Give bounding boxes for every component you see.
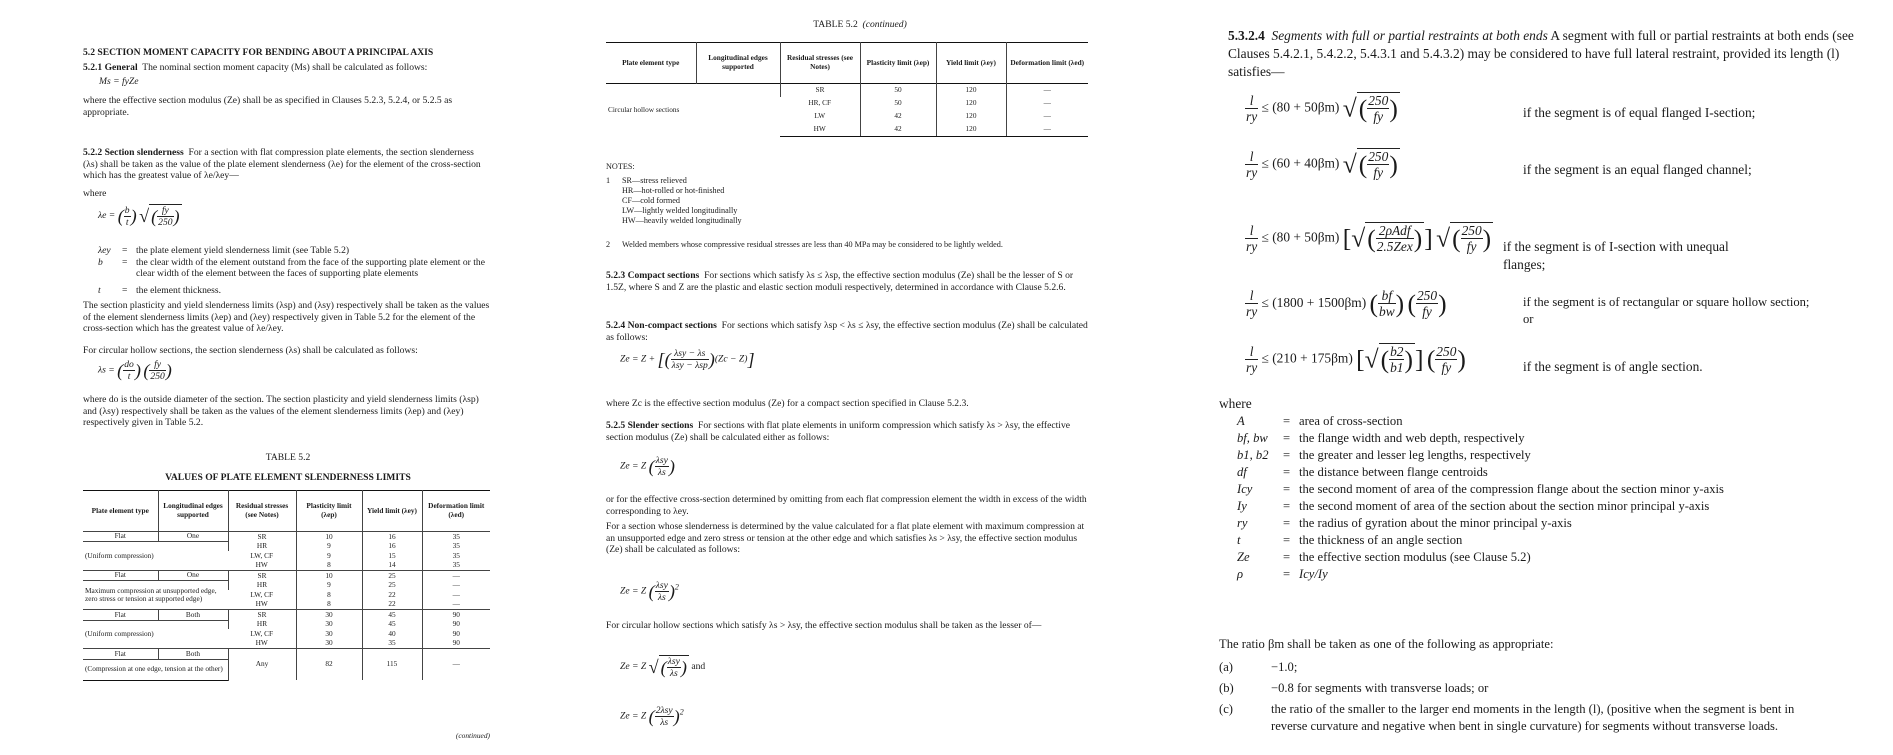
- page-right: [1180, 0, 1893, 755]
- fraction-fy-250: [149, 359, 165, 382]
- header-yield: Yield limit (λey): [362, 491, 422, 532]
- list-item: (b) −0.8 for segments with transverse loads; or: [1219, 681, 1489, 695]
- clause-text: A segment with full or partial restraints at both ends (see Clauses 5.4.2.1, 5.4.2.2, 5.4.3.1 and 5.4.3.2) may be considered to have full lateral restraint, provided its length (l) satisfies—: [1228, 28, 1854, 79]
- table-row: LW, CF 8 22 —: [83, 590, 490, 599]
- max-compression-paragraph: For a section whose slenderness is determined by the value calculated for a flat plate element with maximum compression at an unsupported edge and zero stress or tension at the other edge and which satisfies λs > λsy, the effective section modulus (Ze) shall be calculated as follows:: [606, 521, 1085, 555]
- paren-close: ): [130, 205, 137, 226]
- ze-where-text: where the effective section modulus (Ze) shall be as specified in Clauses 5.2.3, 5.2.4, or 5.2.5 as appropriate.: [83, 95, 453, 118]
- table-continued-title: TABLE 5.2 (continued): [813, 19, 907, 30]
- note-2: Welded members whose compressive residual stresses are less than 40 MPa may be considered to be lightly welded.: [622, 240, 1003, 249]
- paren-open: (: [117, 205, 124, 226]
- equation-chs-1: Ze = Z √ ( $\frac{\text{λsy}}{\lambda s}$ ) and: [620, 656, 706, 680]
- clause-heading: 5.2.1 General: [83, 62, 138, 73]
- numerator: λsy: [667, 656, 680, 667]
- equation-lambda-e: [98, 204, 182, 228]
- definition-row: ry = the radius of gyration about the minor principal y-axis: [1237, 516, 1572, 530]
- note-1-number: 1: [606, 176, 611, 185]
- table-row: (Uniform compression) HR 9 16 35: [83, 542, 490, 551]
- table-5-2-title: VALUES OF PLATE ELEMENT SLENDERNESS LIMITS: [165, 472, 411, 483]
- omit-paragraph: or for the effective cross-section determined by omitting from each flat compression element the width in excess of the width corresponding to λey.: [606, 494, 1087, 517]
- fraction-b-t: [124, 205, 131, 228]
- clause-5-2-3: [606, 270, 1088, 293]
- definition-row: Icy = the second moment of area of the compression flange about the section minor y-axis: [1237, 482, 1724, 496]
- numerator: b: [124, 204, 130, 216]
- clause-5-2-1: [83, 62, 583, 74]
- equation-non-compact: Ze = Z + [( $\frac{\text{λsy − λs}}{\text{λsy − λsp}}$ )(Zc − Z)]: [620, 348, 755, 372]
- header-plate-type: Plate element type: [91, 505, 149, 515]
- denominator: t: [123, 370, 135, 382]
- condition-channel: if the segment is an equal flanged channel;: [1523, 162, 1752, 177]
- header-plasticity: Plasticity limit (λep): [296, 491, 362, 532]
- definitions-list: [98, 245, 493, 296]
- eq-rhs: ≤ (80 + 50βm): [1261, 99, 1340, 115]
- list-item: (a) −1.0;: [1219, 660, 1298, 674]
- table-row: LW, CF 9 15 35: [83, 551, 490, 560]
- eq-rhs: ≤ (80 + 50βm): [1261, 229, 1340, 245]
- numerator: λsy: [655, 455, 668, 466]
- numerator: fy: [161, 205, 169, 216]
- definition-row: bf, bw = the flange width and web depth, respectively: [1237, 431, 1525, 445]
- table-header-row: [83, 491, 490, 532]
- clause-text: For sections which satisfy λs ≤ λsp, the effective section modulus (Ze) shall be the lesser of S or 1.5Z, where S and Z are the plastic and elastic section moduli respectively, determined in accordance with Clause 5.2.6.: [606, 270, 1074, 293]
- definition-row: b1, b2 = the greater and lesser leg lengths, respectively: [1237, 448, 1531, 462]
- table-row: HW 8 22 —: [83, 600, 490, 610]
- condition-unequal-i: if the segment is of I-section with unequal flanges;: [1503, 239, 1729, 272]
- table-header-row: [606, 43, 1088, 84]
- table-row: HW 30 35 90: [83, 639, 490, 649]
- eq-rhs: ≤ (1800 + 1500βm): [1261, 294, 1367, 310]
- table-row: Circular hollow sections SR 50 120 —: [606, 84, 1088, 98]
- page-middle: [600, 0, 1120, 755]
- clause-number: 5.3.2.4: [1228, 28, 1265, 43]
- clause-5-2-2: [83, 147, 488, 182]
- section-5-2-heading: [83, 47, 583, 59]
- heading-text: 5.2 SECTION MOMENT CAPACITY FOR BENDING ABOUT A PRINCIPAL AXIS: [83, 47, 434, 58]
- eq-lhs: λs =: [98, 364, 115, 376]
- numerator: λsy: [655, 580, 668, 591]
- continued-note: (continued): [455, 731, 490, 740]
- eq-rhs: ≤ (60 + 40βm): [1261, 155, 1340, 171]
- table-row: HW 8 14 35: [83, 561, 490, 571]
- chs-slender-paragraph: For circular hollow sections which satisfy λs > λsy, the effective section modulus shall be taken as the lesser of—: [606, 620, 1042, 631]
- table-row: Maximum compression at unsupported edge, zero stress or tension at supported edge) HR 9 25 —: [83, 581, 490, 590]
- header-deformation: Deformation limit (λed): [1006, 43, 1088, 84]
- denominator: 250: [150, 371, 165, 383]
- sqrt-content: ( $\frac{fy}{250}$ ): [151, 205, 180, 229]
- equation-ms: Ms = fyZe: [99, 76, 139, 87]
- equation-hollow: $\frac{l}{ry}$ ≤ (1800 + 1500βm) ( $\frac{bf}{bw}$ ) ( $\frac{250}{fy}$ ): [1246, 288, 1447, 320]
- header-plate-type: Plate element type: [622, 57, 680, 67]
- header-deformation: Deformation limit (λed): [422, 491, 490, 532]
- table-row: Flat Both Any 82 115 —: [83, 649, 490, 659]
- definition-row: df = the distance between flange centroids: [1237, 465, 1488, 479]
- denominator: λsy − λsp: [671, 360, 708, 372]
- notes-title: NOTES:: [606, 162, 635, 171]
- page-left: [0, 0, 600, 755]
- equation-slender-1: Ze = Z ( $\frac{\text{λsy}}{\lambda s}$ ): [620, 455, 675, 479]
- header-edges: Longitudinal edges supported: [696, 43, 780, 84]
- fraction-lambda: [667, 656, 681, 679]
- numerator: do: [124, 359, 134, 370]
- table-row: LW 42 120 —: [606, 110, 1088, 123]
- note-1: SR—stress relieved HR—hot-rolled or hot-finished CF—cold formed LW—lightly welded longitudinally HW—heavily welded longitudinally: [622, 176, 742, 225]
- table-row: (Uniform compression) HR 30 45 90: [83, 620, 490, 629]
- denominator: λs: [667, 667, 681, 679]
- denominator: λs: [655, 716, 674, 728]
- fraction-lambda: [655, 580, 669, 603]
- header-plasticity: Plasticity limit (λep): [860, 43, 936, 84]
- eq-lhs: λe =: [98, 210, 116, 222]
- header-residual: Residual stresses (see Notes): [228, 491, 296, 532]
- clause-text: For sections which satisfy λsp < λs ≤ λsy, the effective section modulus (Ze) shall be calculated as follows:: [606, 320, 1088, 343]
- denominator: λs: [655, 466, 669, 478]
- clause-5-2-5: [606, 420, 1088, 443]
- definition-row: t = the thickness of an angle section: [1237, 533, 1463, 547]
- clause-heading: 5.2.4 Non-compact sections: [606, 320, 717, 331]
- definition-row: ρ = Icy/Iy: [1237, 567, 1328, 581]
- clause-5-2-4: [606, 320, 1088, 343]
- slenderness-table: [83, 490, 490, 681]
- definition-row: Ze = the effective section modulus (see Clause 5.2): [1237, 550, 1531, 564]
- definition-row: Iy = the second moment of area of the section about the section minor principal y-axis: [1237, 499, 1710, 513]
- header-yield: Yield limit (λey): [936, 43, 1006, 84]
- condition-i-section: if the segment is of equal flanged I-section;: [1523, 105, 1756, 120]
- fraction-lambda: [655, 455, 669, 478]
- table-row: (Compression at one edge, tension at the other): [83, 659, 490, 680]
- condition-hollow: if the segment is of rectangular or square hollow section; or: [1523, 295, 1810, 326]
- equation-i-section: $\frac{l}{ry}$ ≤ (80 + 50βm) √( $\frac{250}{fy}$ ): [1246, 92, 1398, 125]
- eq-lhs: Ze = Z +: [620, 353, 656, 365]
- denominator: λs: [655, 591, 669, 603]
- zc-where-text: where Zc is the effective section modulus (Ze) for a compact section specified in Clause 5.2.3.: [606, 398, 969, 409]
- equation-chs-2: Ze = Z ( $\frac{\text{2λsy}}{\lambda s}$ )$^2$: [620, 705, 684, 729]
- eq-rhs: ≤ (210 + 175βm): [1261, 350, 1353, 366]
- definition-row: t = the element thickness.: [98, 284, 221, 296]
- header-residual: Residual stresses (see Notes): [780, 43, 860, 84]
- definitions-list: [1237, 413, 1877, 583]
- clause-heading: 5.2.5 Slender sections: [606, 420, 694, 431]
- numerator: fy: [154, 359, 162, 370]
- eq-lhs: Ze = Z: [620, 585, 647, 597]
- equation-lambda-s: λs = ( $\frac{do}{t}$ ) ( $\frac{fy}{250}$ ): [98, 359, 172, 383]
- do-paragraph: where do is the outside diameter of the section. The section plasticity and yield slenderness limits (λsp) and (λsy) respectively shall be taken as the values of the element slenderness limits (λep) and (λey) respectively given in Table 5.2.: [83, 394, 479, 428]
- clause-5-3-2-4: [1228, 27, 1878, 81]
- fraction-lambda: [671, 348, 709, 371]
- clause-text: The nominal section moment capacity (Ms) shall be calculated as follows:: [142, 62, 428, 73]
- clause-heading: 5.2.3 Compact sections: [606, 270, 700, 281]
- equation-unequal-i: $\frac{l}{ry}$ ≤ (80 + 50βm) [√( $\frac{\text{2ρAdf}}{\text{2.5Zex}}$ )] √( $\frac{250}{fy}$ ): [1246, 222, 1492, 255]
- clause-title: Segments with full or partial restraints at both ends: [1271, 28, 1548, 43]
- table-row: HR, CF 50 120 —: [606, 97, 1088, 110]
- sqrt-sign: √: [139, 205, 150, 226]
- ratio-paragraph: The ratio βm shall be taken as one of the following as appropriate:: [1219, 637, 1554, 651]
- table-row: HW 42 120 —: [606, 123, 1088, 137]
- definition-row: A = area of cross-section: [1237, 414, 1403, 428]
- numerator: 2λsy: [655, 705, 673, 716]
- and-word: and: [691, 661, 706, 673]
- where-label: where: [83, 188, 107, 199]
- where-label: where: [1219, 396, 1252, 411]
- definition-row: b = the clear width of the element outstand from the face of the supporting plate element or the clear width of the element between the faces of supporting plate elements: [98, 256, 485, 279]
- table-row: Flat One SR 10 16 35: [83, 532, 490, 542]
- equation-channel: $\frac{l}{ry}$ ≤ (60 + 40βm) √( $\frac{250}{fy}$ ): [1246, 148, 1398, 181]
- table-row: Flat One SR 10 25 —: [83, 571, 490, 581]
- chs-paragraph: For circular hollow sections, the section slenderness (λs) shall be calculated as follows:: [83, 345, 418, 356]
- definition-row: λey = the plate element yield slenderness limit (see Table 5.2): [98, 245, 350, 256]
- clause-text: For sections with flat plate elements in uniform compression which satisfy λs > λsy, the effective section modulus (Ze) shall be calculated either as follows:: [606, 420, 1071, 443]
- eq-lhs: Ze = Z: [620, 661, 647, 673]
- table-row: LW, CF 30 40 90: [83, 629, 490, 638]
- clause-heading: 5.2.2 Section slenderness: [83, 147, 184, 158]
- eq-lhs: Ze = Z: [620, 460, 647, 472]
- table-row: Flat Both SR 30 45 90: [83, 610, 490, 620]
- condition-angle: if the segment is of angle section.: [1523, 359, 1703, 374]
- clause-text: For a section with flat compression plate elements, the section slenderness (λs) shall be taken as the value of the plate element slenderness (λe) for the element of the cross-section which has the greatest value of λe/λey—: [83, 147, 481, 181]
- eq-lhs: Ze = Z: [620, 710, 647, 722]
- fraction-do-t: [123, 359, 135, 382]
- note-2-number: 2: [606, 240, 611, 249]
- equation-slender-2: Ze = Z ( $\frac{\text{λsy}}{\lambda s}$ )$^2$: [620, 580, 679, 604]
- denominator: t: [124, 216, 131, 228]
- fraction-2lambda: [655, 705, 674, 728]
- exponent: 2: [679, 707, 684, 717]
- denominator: 250: [158, 217, 173, 229]
- header-edges: Longitudinal edges supported: [158, 491, 228, 532]
- limits-paragraph: The section plasticity and yield slenderness limits (λsp) and (λsy) respectively shall be taken as the values of the element slenderness limits (λep) and (λey) respectively given in Table 5.2 for the element of the cross-section which has the greatest value of λe/λey.: [83, 300, 490, 334]
- list-item: (c) the ratio of the smaller to the larger end moments in the length (l), (positive when the segment is bent in reverse curvature and negative when bent in single curvature) for segments without transverse loads.: [1219, 702, 1795, 733]
- slenderness-table-continued: [606, 42, 1088, 137]
- table-5-2-label: TABLE 5.2: [265, 452, 311, 463]
- exponent: 2: [674, 582, 679, 592]
- ratio-options-list: [1219, 659, 1869, 735]
- equation-angle: $\frac{l}{ry}$ ≤ (210 + 175βm) [√( $\frac{b2}{b1}$ )] ( $\frac{250}{fy}$ ): [1246, 343, 1466, 376]
- numerator: λsy − λs: [674, 348, 706, 359]
